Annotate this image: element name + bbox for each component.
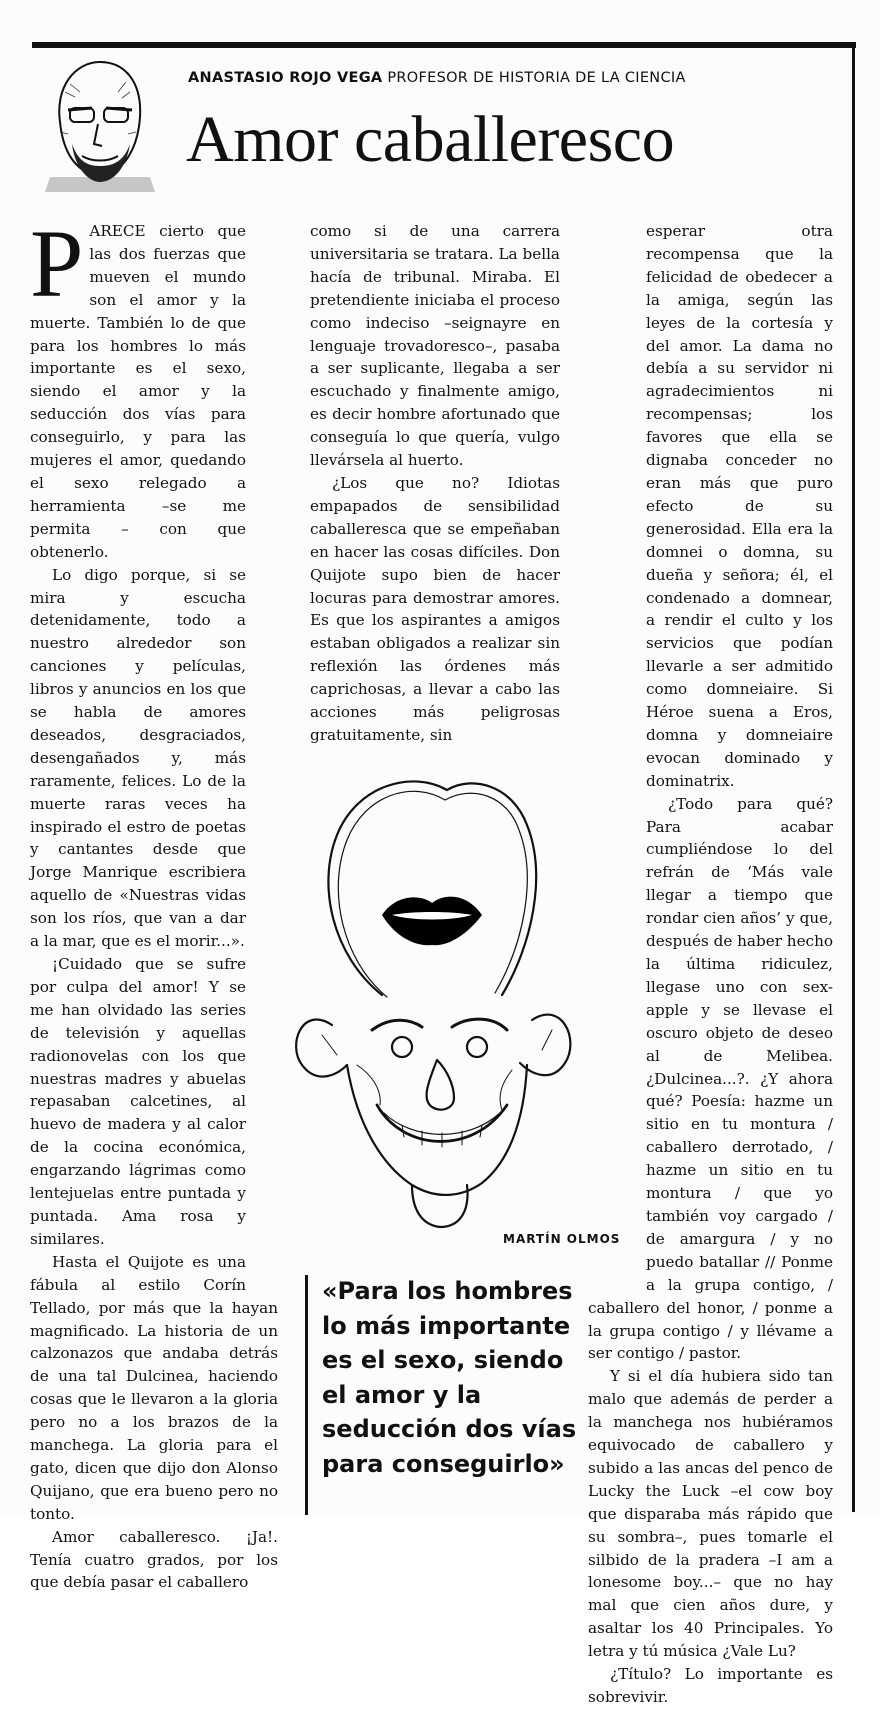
paragraph: ¿Título? Lo importante es sobrevivir. xyxy=(588,1665,833,1706)
top-rule xyxy=(32,42,856,48)
headline: Amor caballeresco xyxy=(186,103,675,176)
right-rule xyxy=(852,42,855,1512)
paragraph: como si de una carrera universitaria se tratara. La bella hacía de tribunal. Miraba. El pretendiente iniciaba el proceso como indeciso –seignayre en lenguaje trovadoresco–, pasaba a ser suplicante, llegaba a ser escuchado y finalmente amigo, es decir hombre afortunado que conseguía lo que quería, vulgo llevársela al huerto. xyxy=(310,222,560,470)
paragraph: ¿Los que no? Idiotas empapados de sensibilidad caballeresca que se empeñaban en hacer las cosas difíciles. Don Quijote supo bien de hacer locuras para demostrar amores. Es que los aspirantes a amigos estaban obligados a realizar sin reflexión las órdenes más caprichosas, a llevar a cabo las acciones más peligrosas gratuitamente, sin xyxy=(310,473,560,744)
paragraph: ¡Cuidado que se sufre por culpa del amor! Y se me han olvidado las series de televisión y aquellas radionovelas con los que nuestras madres y abuelas repasaban calcetines, al huevo de madera y al calor de la cocina económica, engarzando lágrimas como lentejuelas entre puntada y puntada. Ama rosa y similares. xyxy=(30,955,246,1248)
paragraph-text: ARECE cierto que las dos fuerzas que mueven el mundo son el amor y la muerte. También lo de que para los hombres lo más importante es el sexo, siendo el amor y la seducción dos vías para conseguirlo, y para las mujeres el amor, quedando el sexo relegado a herramienta –se me permita – con que obtenerlo. xyxy=(30,222,246,561)
author-role: PROFESOR DE HISTORIA DE LA CIENCIA xyxy=(387,70,686,86)
paragraph: esperar otra recompensa que la felicidad de obedecer a la amiga, según las leyes de la cortesía y del amor. La dama no debía a su servidor ni agradecimientos ni recompensas; los favores que ella se dignaba conceder no eran más que puro efecto de su generosidad. Ella era la domnei o domna, su dueña y señora; él, el condenado a domnear, a rendir el culto y los servicios que podían llevarle a ser admitido como domneiaire. Si Héroe suena a Eros, domna y domneiaire evocan dominado y dominatrix. xyxy=(646,222,833,790)
paragraph: Lo digo porque, si se mira y escucha detenidamente, todo a nuestro alrededor son canciones y películas, libros y anuncios en los que se habla de amores deseados, desgraciados, desengañados y, más raramente, felices. Lo de la muerte raras veces ha inspirado el estro de poetas y cantantes desde que Jorge Manrique escribiera aquello de «Nuestras vidas son los ríos, que van a dar a la mar, que es el morir...». xyxy=(30,565,246,951)
article-column-3 xyxy=(588,220,833,1706)
author-portrait xyxy=(30,52,160,192)
caricature-illustration xyxy=(262,765,602,1245)
illustration-credit: MARTÍN OLMOS xyxy=(503,1232,621,1246)
article-column-2 xyxy=(310,220,560,760)
paragraph: Amor caballeresco. ¡Ja!. Tenía cuatro grados, por los que debía pasar el caballero xyxy=(30,1527,278,1592)
paragraph: Y si el día hubiera sido tan malo que además de perder a la manchega nos hubiéramos equivocado de caballero y subido a las ancas del penco de Lucky the Luck –el cow boy que disparaba más rápido que su sombra–, pues tomarle el silbido de la pradera –I am a lonesome boy...– que no hay mal que cien años dure, y asaltar los 40 Principales. Yo letra y tú música ¿Vale Lu? xyxy=(588,1367,833,1661)
paragraph: ¿Todo para qué? Para acabar cumpliéndose lo del refrán de ‘Más vale llegar a tiempo que rondar cien años’ y que, después de haber hecho la última ridiculez, llegase uno con sex-apple y se llevase el oscuro objeto de deseo al de Melibea. ¿Dulcinea...?. ¿Y ahora qué? Poesía: hazme un sitio en tu montura / caballero derrotado, / hazme un sitio en tu montura / que yo también voy cargado / de amargura / y no puedo batallar // Ponme a la grupa contigo, / caballero del honor, / ponme a la grupa contigo / y llévame a ser contigo / pastor. xyxy=(588,794,833,1363)
paragraph xyxy=(30,210,278,564)
pullquote: «Para los hombres lo más importante es el sexo, siendo el amor y la seducción dos vías para conseguirlo» xyxy=(322,1277,577,1478)
article-column-1 xyxy=(30,210,278,1592)
byline xyxy=(188,70,686,86)
author-name: ANASTASIO ROJO VEGA xyxy=(188,70,383,86)
paragraph: Hasta el Quijote es una fábula al estilo Corín Tellado, por más que la hayan magnificado. La historia de un calzonazos que andaba detrás de una tal Dulcinea, haciendo cosas que le llevaron a la gloria pero no a los brazos de la manchega. La gloria para el gato, dicen que dijo don Alonso Quijano, que era bueno pero no tonto. xyxy=(30,1252,278,1523)
drop-cap: P xyxy=(30,210,84,317)
pullquote-rule xyxy=(305,1275,308,1515)
